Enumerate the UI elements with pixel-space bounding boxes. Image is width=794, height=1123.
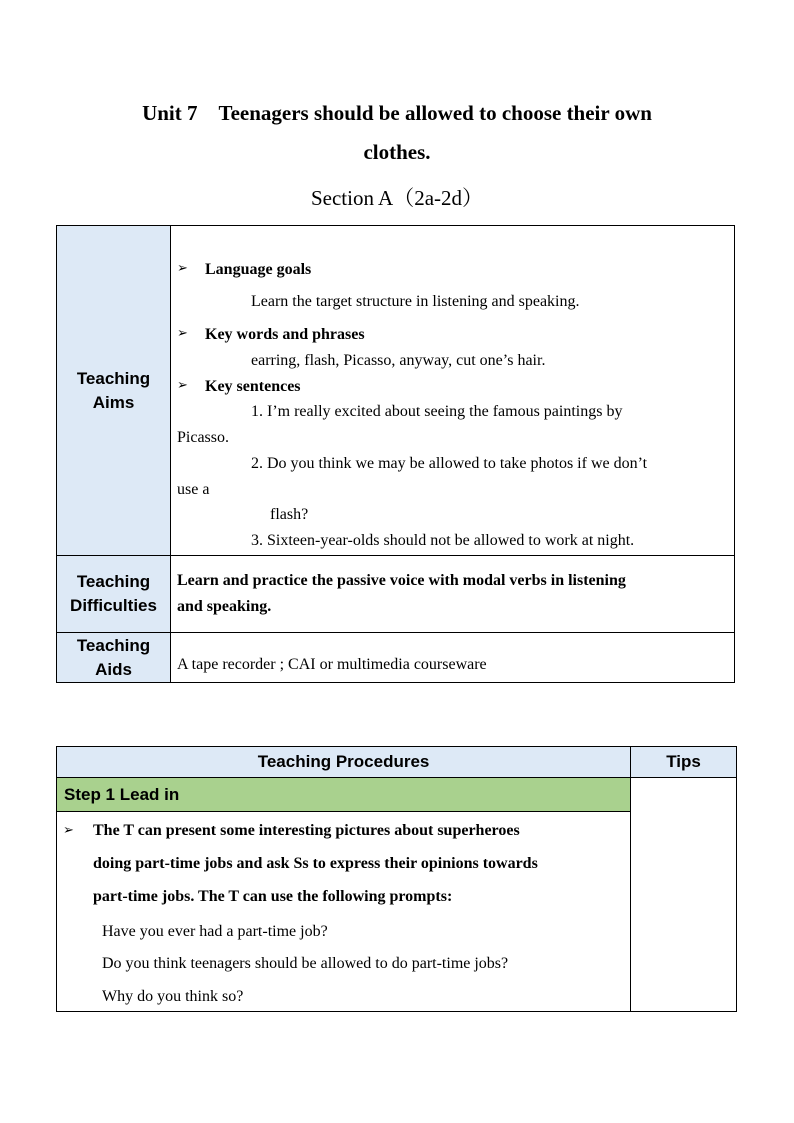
sentence-1-line2: Picasso. <box>177 428 229 446</box>
difficulties-text-line1: Learn and practice the passive voice with modal verbs in listening <box>177 572 626 589</box>
procedures-header: Teaching Procedures <box>57 747 631 778</box>
prompt-2: Do you think teenagers should be allowed to do part-time jobs? <box>102 955 509 972</box>
sentence-2-line3: flash? <box>270 505 309 523</box>
arrow-bullet-icon: ➢ <box>177 377 188 393</box>
teaching-difficulties-content <box>171 556 735 633</box>
step-1-content <box>57 812 631 1012</box>
teaching-aims-table <box>56 225 735 683</box>
aims-label-line1: Teaching <box>76 368 151 388</box>
teaching-aids-content <box>171 633 735 683</box>
tips-header: Tips <box>631 747 737 778</box>
step-1-line1: The T can present some interesting pictures about superheroes <box>93 822 520 839</box>
key-words-heading: Key words and phrases <box>205 325 365 343</box>
step-1-line3: part-time jobs. The T can use the following prompts: <box>93 888 453 905</box>
teaching-aims-label <box>57 226 171 556</box>
aids-label-line2: Aids <box>95 659 132 679</box>
language-goals-text: Learn the target structure in listening and speaking. <box>251 292 580 310</box>
prompt-1: Have you ever had a part-time job? <box>102 923 328 940</box>
step-1-title: Step 1 Lead in <box>57 778 631 812</box>
document-title-line1: Unit 7 Teenagers should be allowed to choose their own <box>142 101 652 125</box>
sentence-2-line1: 2. Do you think we may be allowed to take photos if we don’t <box>251 454 648 472</box>
tips-cell <box>631 778 737 1012</box>
section-subtitle: Section A（2a-2d） <box>310 186 484 210</box>
document-title-line2: clothes. <box>363 140 431 164</box>
teaching-procedures-table <box>56 746 737 1012</box>
arrow-bullet-icon: ➢ <box>177 260 188 276</box>
prompt-3: Why do you think so? <box>102 988 244 1005</box>
arrow-bullet-icon: ➢ <box>63 823 74 838</box>
key-sentences-heading: Key sentences <box>205 377 301 395</box>
teaching-aims-content <box>171 226 735 556</box>
sentence-2-line2: use a <box>177 480 210 498</box>
step-1-line2: doing part-time jobs and ask Ss to express their opinions towards <box>93 855 538 872</box>
key-words-text: earring, flash, Picasso, anyway, cut one’s hair. <box>251 351 546 369</box>
language-goals-heading: Language goals <box>205 260 312 278</box>
difficulties-text-line2: and speaking. <box>177 598 272 615</box>
arrow-bullet-icon: ➢ <box>177 325 188 341</box>
aids-label-line1: Teaching <box>76 635 151 655</box>
teaching-aids-label <box>57 633 171 683</box>
sentence-3: 3. Sixteen-year-olds should not be allowed to work at night. <box>251 531 635 549</box>
sentence-1-line1: 1. I’m really excited about seeing the famous paintings by <box>251 402 623 420</box>
difficulties-label-line1: Teaching <box>76 572 151 591</box>
difficulties-label-line2: Difficulties <box>70 596 157 615</box>
aims-label-line2: Aims <box>92 392 135 412</box>
aids-text: A tape recorder ; CAI or multimedia courseware <box>177 655 487 673</box>
teaching-difficulties-label <box>57 556 171 633</box>
